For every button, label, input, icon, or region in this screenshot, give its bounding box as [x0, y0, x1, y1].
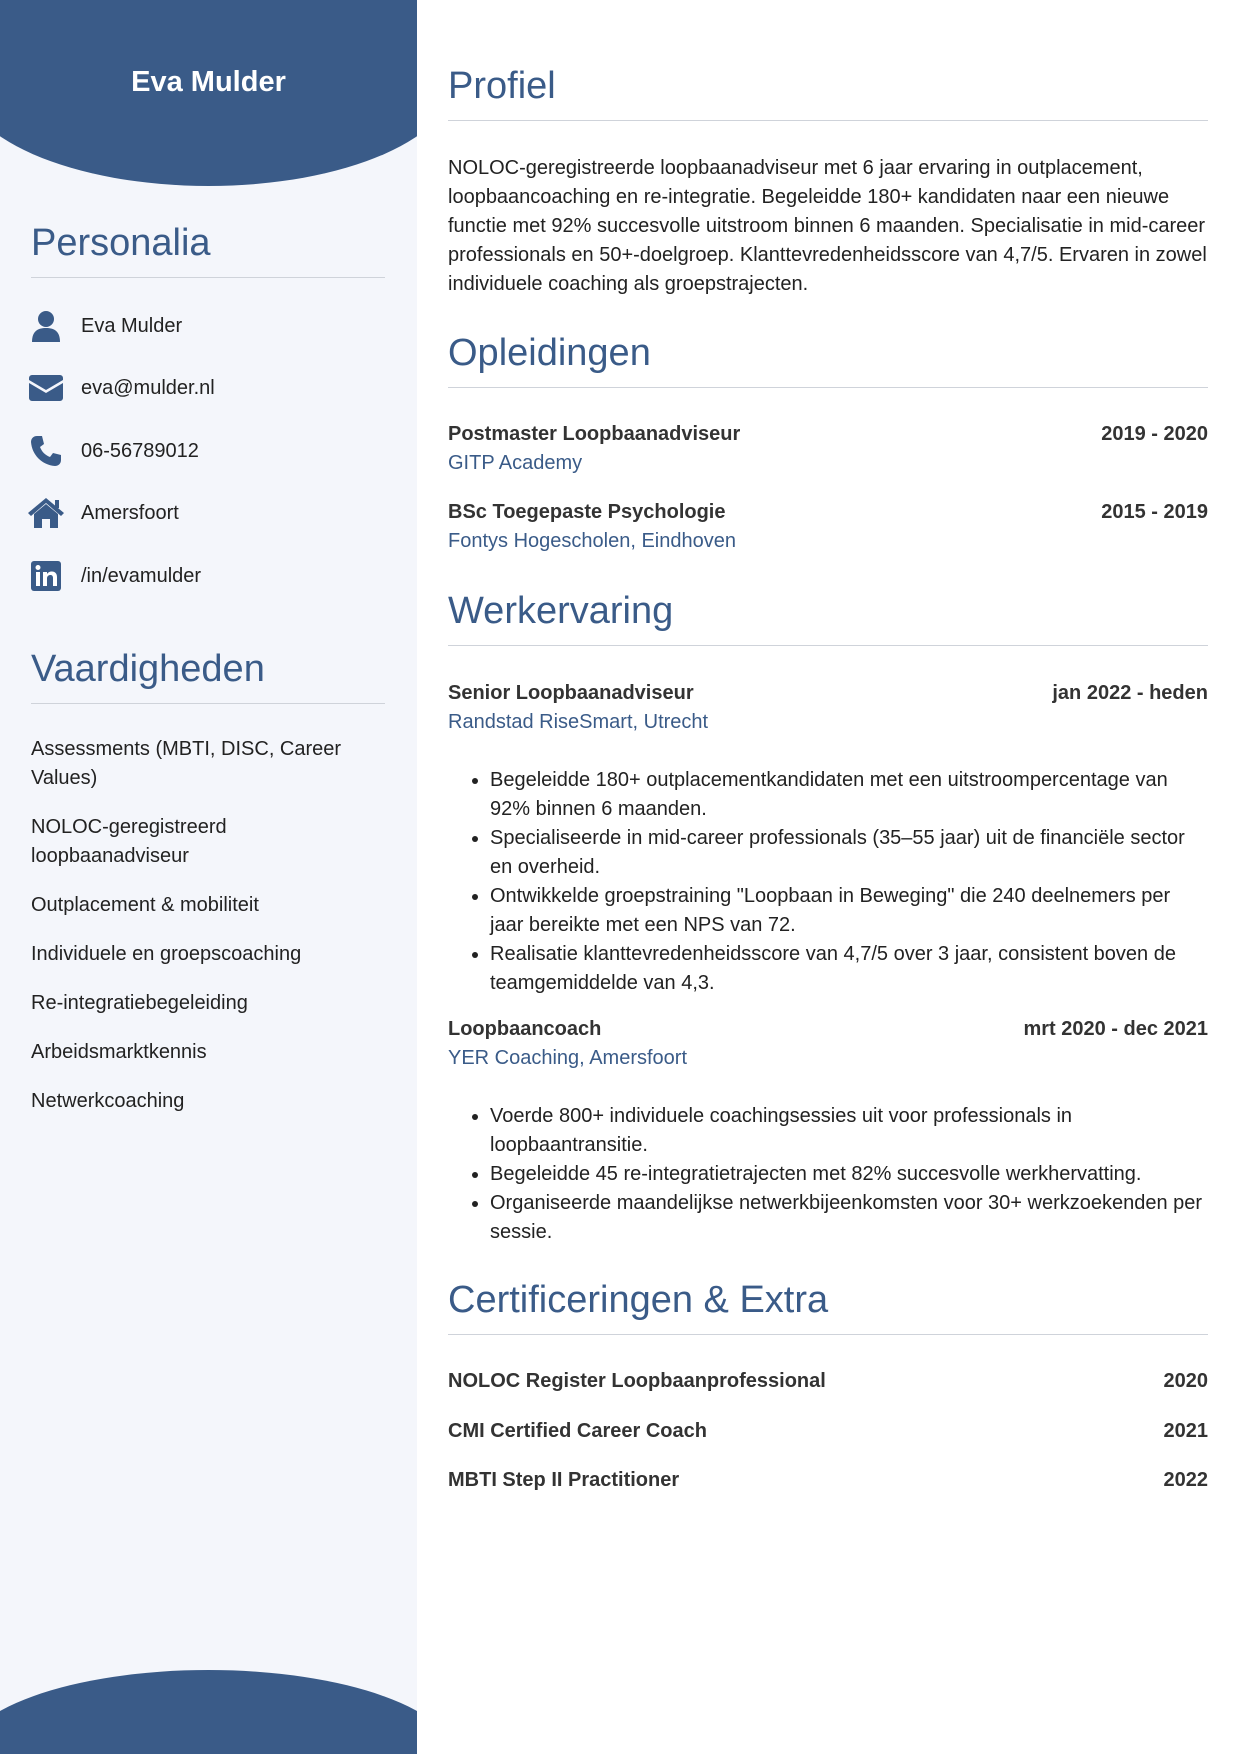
skill-item: Outplacement & mobiliteit [31, 894, 259, 916]
contact-name-text: Eva Mulder [81, 314, 183, 337]
certification-year: 2021 [1163, 1420, 1208, 1442]
certification-row [448, 1466, 1208, 1495]
certification-name: MBTI Step II Practitioner [448, 1469, 680, 1491]
job-role: Loopbaancoach [448, 1018, 602, 1040]
experience-title: Werkervaring [448, 590, 1208, 646]
education-school: GITP Academy [448, 452, 583, 474]
home-icon [28, 495, 64, 531]
skill-item: Re-integratiebegeleiding [31, 992, 248, 1014]
contact-location-text: Amersfoort [81, 501, 179, 524]
certification-year: 2020 [1163, 1370, 1208, 1392]
skill-item: NOLOC-geregistreerd loopbaanadviseur [31, 816, 227, 867]
linkedin-icon [28, 558, 64, 594]
job-period: jan 2022 - heden [1052, 682, 1208, 704]
skills-list [31, 735, 385, 1136]
contact-linkedin[interactable] [28, 556, 388, 596]
candidate-name: Eva Mulder [131, 66, 286, 98]
education-period: 2019 - 2020 [1101, 423, 1208, 445]
skill-item: Assessments (MBTI, DISC, Career Values) [31, 738, 342, 789]
contact-phone-text: 06-56789012 [81, 439, 199, 462]
job-bullets [448, 1102, 1208, 1247]
contact-phone[interactable] [28, 431, 388, 471]
education-school: Fontys Hogescholen, Eindhoven [448, 530, 736, 552]
phone-icon [28, 433, 64, 469]
job-bullet: • Ontwikkelde groepstraining "Loopbaan in Beweging" die 240 deelnemers per jaar bereikte met een NPS van 72. [490, 882, 1208, 940]
education-entry [448, 498, 1208, 556]
job-bullet: • Realisatie klanttevredenheidsscore van 4,7/5 over 3 jaar, consistent boven de teamgemiddelde van 4,3. [490, 940, 1208, 998]
skill-item: Arbeidsmarktkennis [31, 1041, 207, 1063]
sidebar [0, 0, 417, 1754]
contact-location [28, 493, 388, 533]
certification-row [448, 1367, 1208, 1396]
job-company: Randstad RiseSmart, Utrecht [448, 711, 709, 733]
skill-item: Individuele en groepscoaching [31, 943, 302, 965]
job-bullet: • Specialiseerde in mid-career professionals (35–55 jaar) uit de financiële sector en overheid. [490, 824, 1208, 882]
certification-name: CMI Certified Career Coach [448, 1420, 707, 1442]
job-bullet: • Begeleidde 180+ outplacementkandidaten met een uitstroompercentage van 92% binnen 6 maanden. [490, 766, 1208, 824]
education-entry [448, 420, 1208, 478]
profile-text: NOLOC-geregistreerde loopbaanadviseur met 6 jaar ervaring in outplacement, loopbaancoaching en re-integratie. Begeleidde 180+ kandidaten naar een nieuwe functie met 92% succesvolle uitstroom binnen 6 maanden. Specialisatie in mid-career professionals en 50+-doelgroep. Klanttevredenheidsscore van 4,7/5. Ervaren in zowel individuele coaching als groepstrajecten. [448, 157, 1207, 295]
skill-item: Netwerkcoaching [31, 1090, 185, 1112]
profile-title: Profiel [448, 65, 1208, 121]
job-entry [448, 679, 1208, 737]
contact-name [28, 306, 388, 346]
education-degree: Postmaster Loopbaanadviseur [448, 423, 741, 445]
envelope-icon [28, 370, 64, 406]
job-company: YER Coaching, Amersfoort [448, 1047, 687, 1069]
job-bullets [448, 766, 1208, 998]
education-period: 2015 - 2019 [1101, 501, 1208, 523]
job-entry [448, 1015, 1208, 1073]
certifications-title: Certificeringen & Extra [448, 1279, 1208, 1335]
job-period: mrt 2020 - dec 2021 [1023, 1018, 1208, 1040]
skills-title: Vaardigheden [31, 648, 385, 704]
contact-email[interactable] [28, 368, 388, 408]
job-role: Senior Loopbaanadviseur [448, 682, 694, 704]
education-title: Opleidingen [448, 332, 1208, 388]
sidebar-footer-shape [0, 1670, 417, 1754]
job-bullet: • Voerde 800+ individuele coachingsessies uit voor professionals in loopbaantransitie. [490, 1102, 1208, 1160]
certification-year: 2022 [1163, 1469, 1208, 1491]
job-bullet: • Begeleidde 45 re-integratietrajecten met 82% succesvolle werkhervatting. [490, 1160, 1208, 1189]
contact-linkedin-text: /in/evamulder [81, 564, 202, 587]
job-bullet: • Organiseerde maandelijkse netwerkbijeenkomsten voor 30+ werkzoekenden per sessie. [490, 1189, 1208, 1247]
personalia-title: Personalia [31, 222, 385, 278]
certification-row [448, 1417, 1208, 1446]
person-icon [28, 308, 64, 344]
certification-name: NOLOC Register Loopbaanprofessional [448, 1370, 826, 1392]
contact-email-text: eva@mulder.nl [81, 376, 215, 399]
education-degree: BSc Toegepaste Psychologie [448, 501, 726, 523]
